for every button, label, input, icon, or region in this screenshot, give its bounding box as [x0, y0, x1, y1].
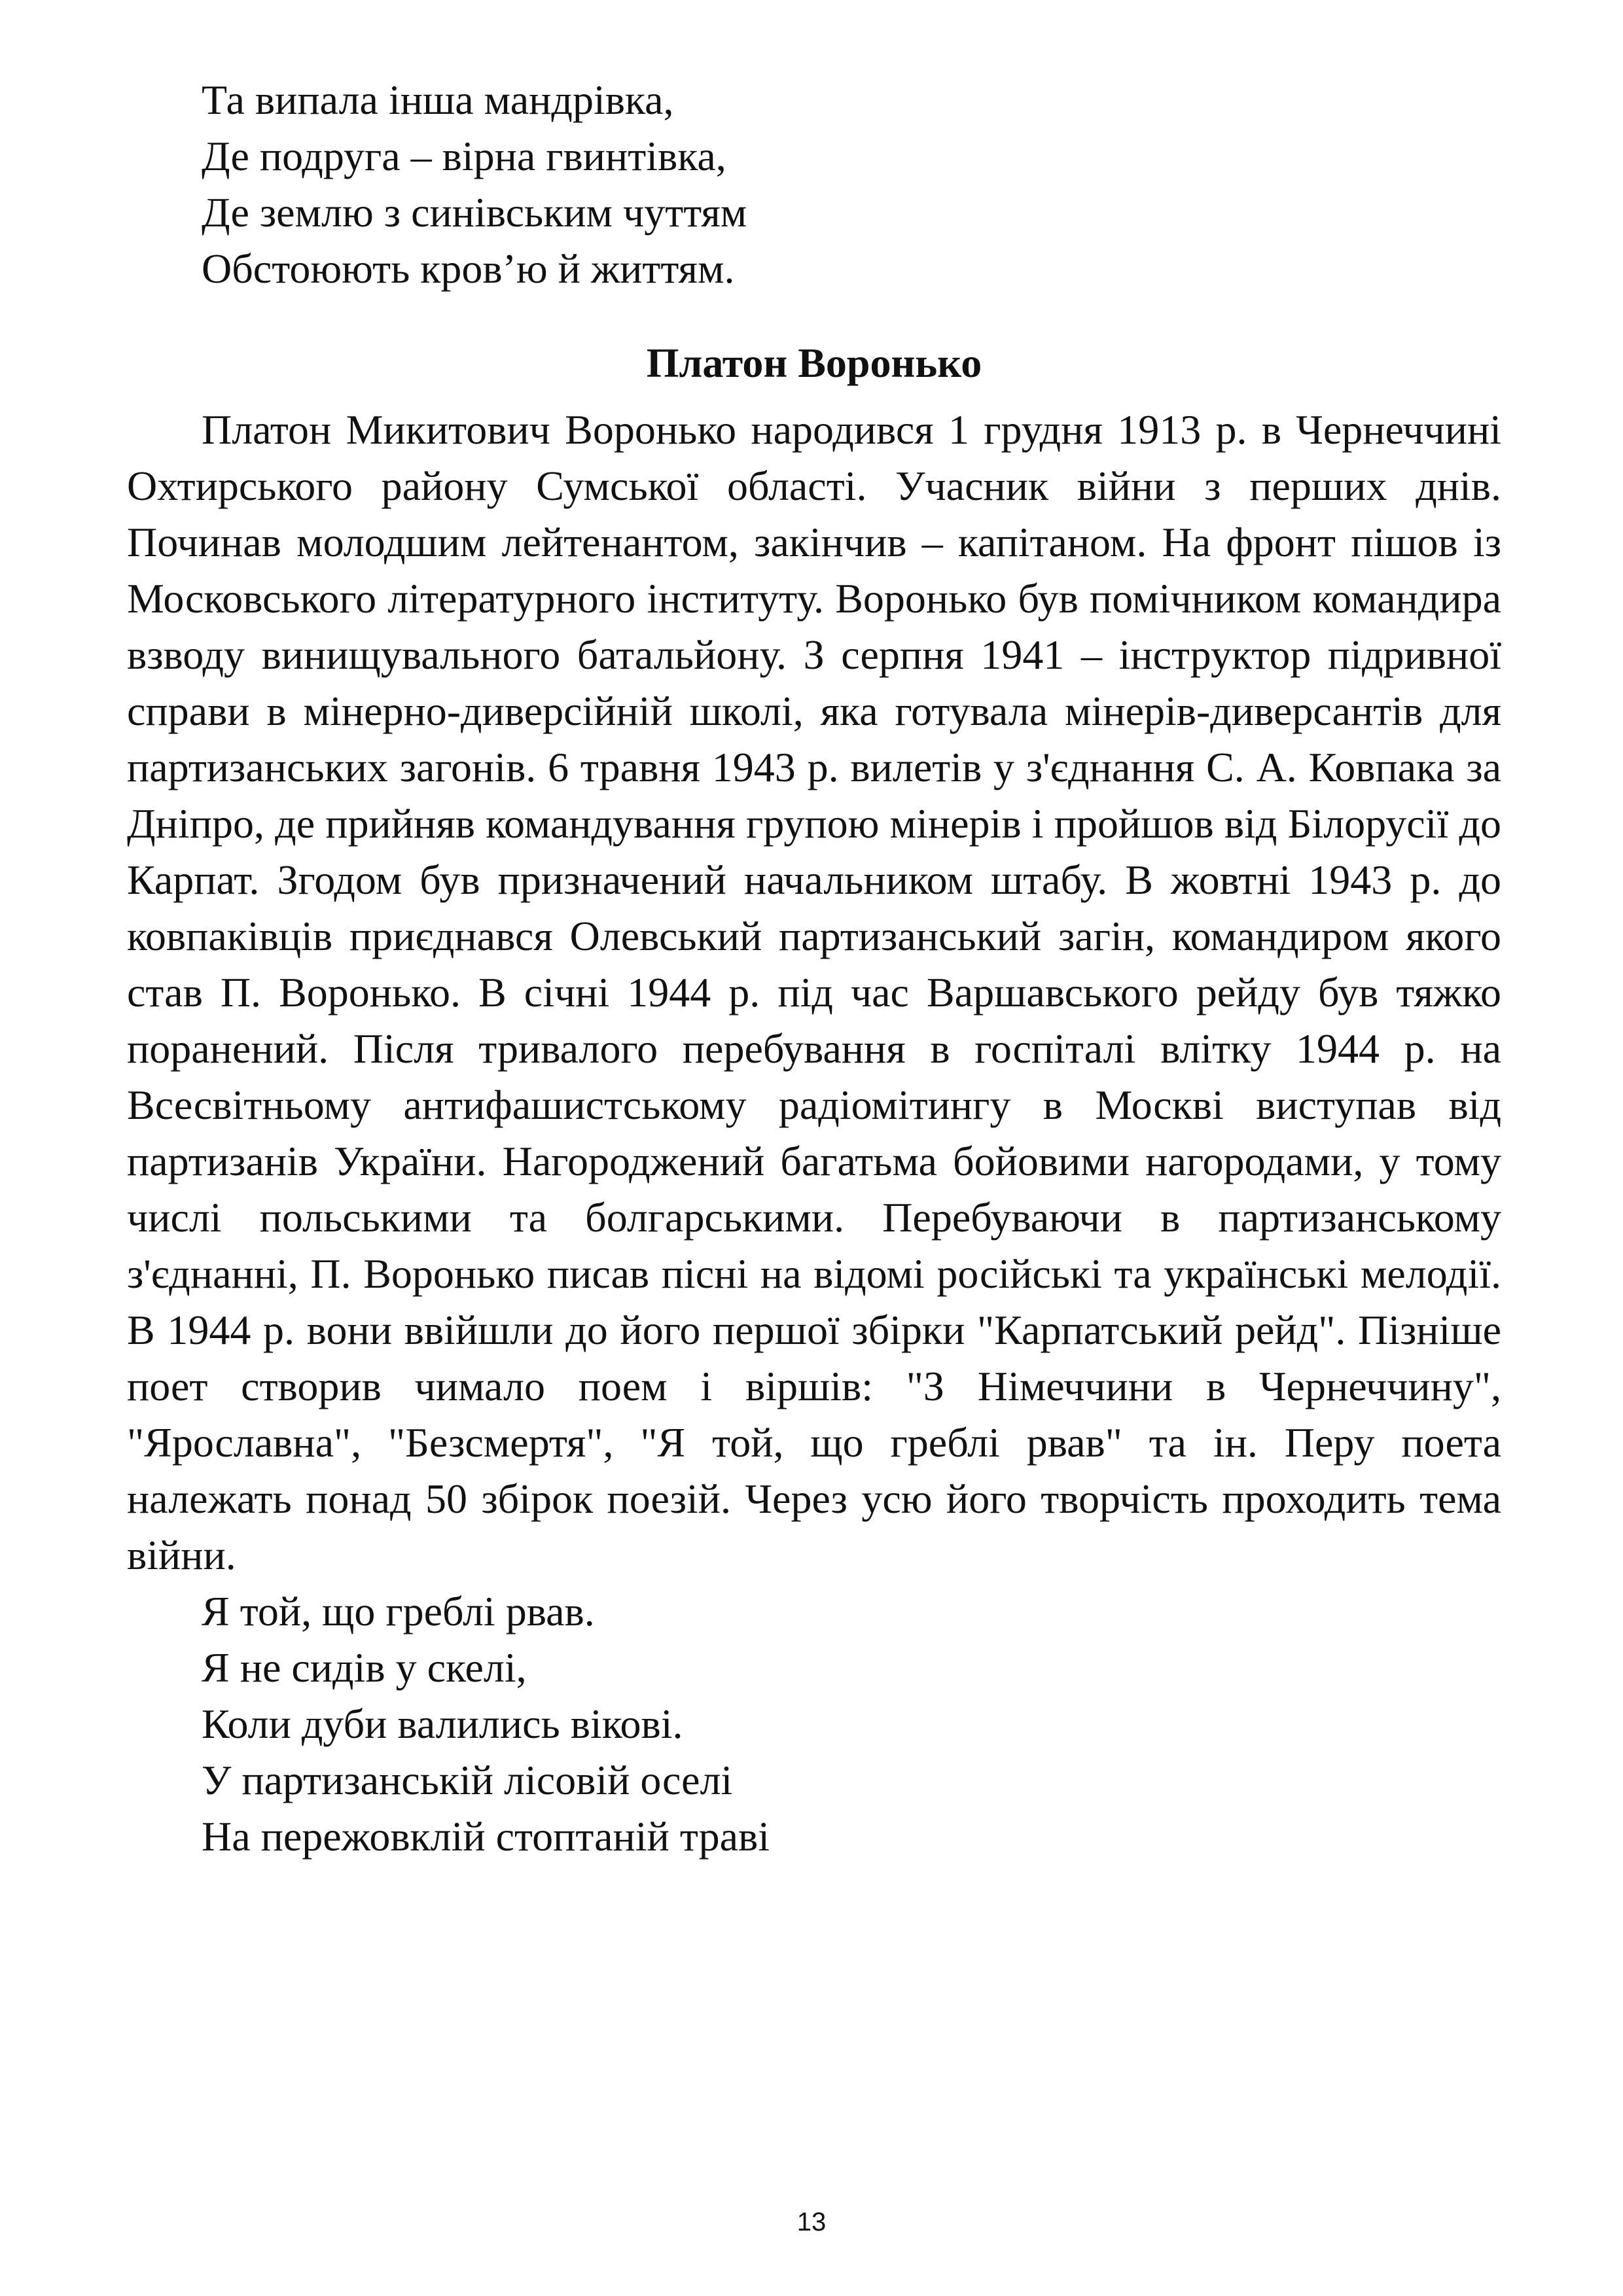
- verse-line: Де подруга – вірна гвинтівка,: [202, 133, 726, 179]
- page-number: 13: [796, 2208, 827, 2236]
- verse-line: Коли дуби валились вікові.: [202, 1701, 683, 1747]
- verse-line: Обстоюють кров’ю й життям.: [202, 245, 735, 292]
- biography-paragraph: Платон Микитович Воронько народився 1 грудня 1913 р. в Чернеччині Охтирського району Сумської області. Учасник війни з перших днів. Починав молодшим лейтенантом, закінчив – капітаном. На фронт пішов із Московського літературного інституту. Воронько був помічником командира взводу винищувального батальйону. З серпня 1941 – інструктор підривної справи в мінерно-диверсійній школі, яка готувала мінерів-диверсантів для партизанських загонів. 6 травня 1943 р. вилетів у з'єднання С. А. Ковпака за Дніпро, де прийняв командування групою мінерів і пройшов від Білорусії до Карпат. Згодом був призначений начальником штабу. В жовтні 1943 р. до ковпаківців приєднався Олевський партизанський загін, командиром якого став П. Воронько. В січні 1944 р. під час Варшавського рейду був тяжко поранений. Після тривалого перебування в госпіталі влітку 1944 р. на Всесвітньому антифашистському радіомітингу в Москві виступав від партизанів України. Нагороджений багатьма бойовими нагородами, у тому числі польськими та болгарськими. Перебуваючи в партизанському з'єднанні, П. Воронько писав пісні на відомі російські та українські мелодії. В 1944 р. вони ввійшли до його першої збірки "Карпатський рейд". Пізніше поет створив чимало поем і віршів: "З Німеччини в Чернеччину", "Ярославна", "Безсмертя", "Я той, що греблі рвав" та ін. Перу поета належать понад 50 збірок поезій. Через усю його творчість проходить тема війни.: [127, 406, 1501, 1578]
- verse-line: Я не сидів у скелі,: [202, 1644, 527, 1691]
- verse-line: Та випала інша мандрівка,: [202, 77, 674, 123]
- document-page: [127, 72, 1501, 1865]
- verse-line: У партизанській лісовій оселі: [202, 1757, 733, 1803]
- section-title: Платон Воронько: [646, 340, 982, 386]
- verse-line: Де землю з синівським чуттям: [202, 189, 747, 236]
- verse-top: [127, 72, 1501, 297]
- verse-line: На пережовклій стоптаній траві: [202, 1813, 770, 1860]
- verse-bottom: [127, 1583, 1501, 1865]
- verse-line: Я той, що греблі рвав.: [202, 1588, 595, 1634]
